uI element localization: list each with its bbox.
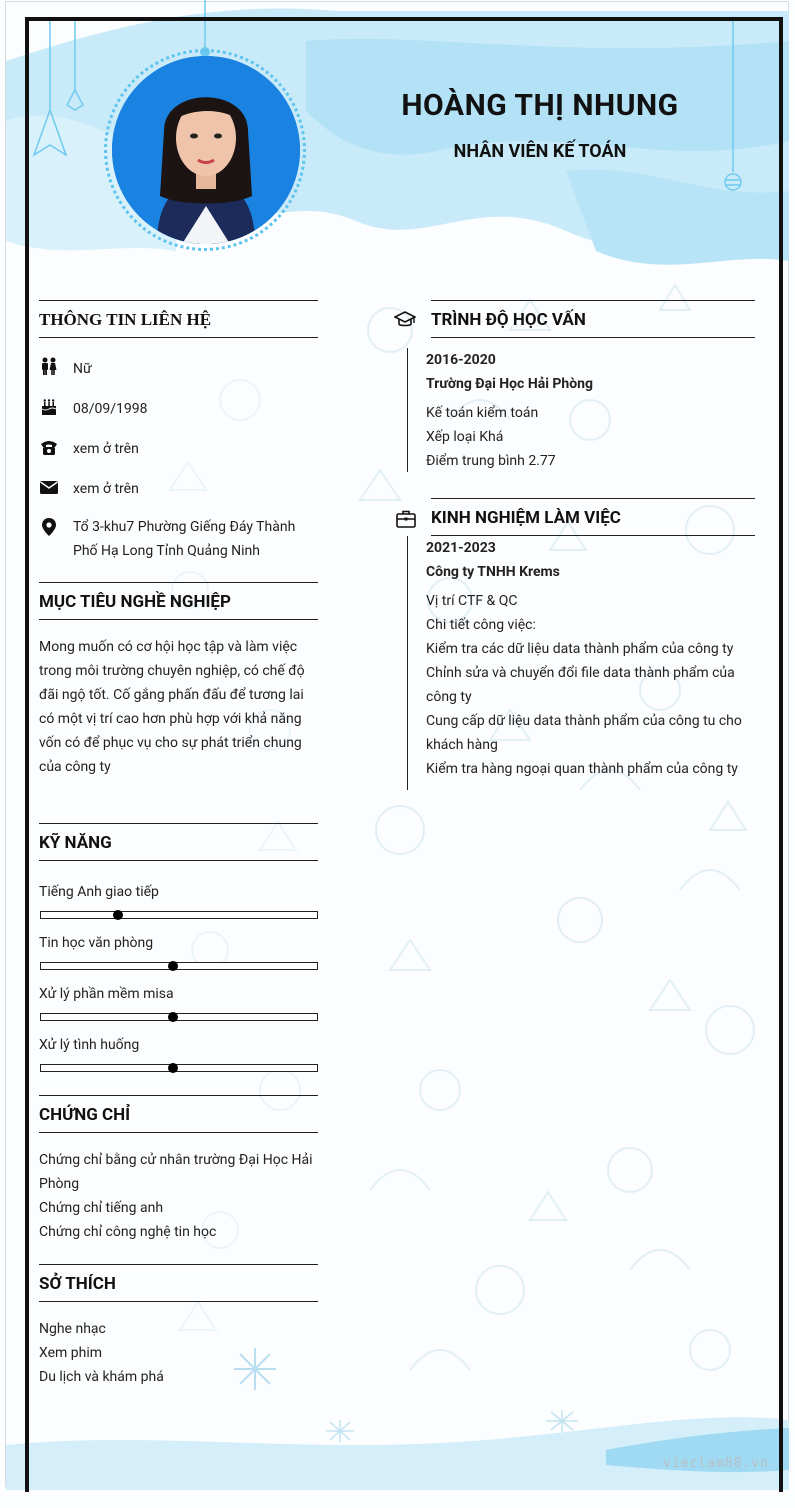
hobby-line: Du lịch và khám phá [39,1369,164,1385]
experience-line: Vị trí CTF & QC [426,593,518,609]
objective-text [39,635,319,779]
gender-icon [39,357,59,377]
objective-line: có một vị trí cao hơn phù hợp với khả năng [39,711,302,727]
experience-timeline-line [407,536,408,790]
email-value: xem ở trên [73,481,139,497]
address-line-2: Phố Hạ Long Tỉnh Quảng Ninh [73,543,260,559]
experience-heading [431,498,755,536]
skill-label: Xử lý phần mềm misa [39,986,174,1002]
objective-line: đãi ngộ tốt. Cố gắng phấn đấu để tương lai [39,687,304,703]
full-name: HOÀNG THỊ NHUNG [401,88,679,123]
graduation-cap-icon [394,309,416,331]
briefcase-icon [395,508,417,530]
hobby-line: Xem phim [39,1345,103,1361]
skill-label: Tiếng Anh giao tiếp [39,884,159,900]
experience-heading-text: KINH NGHIỆM LÀM VIỆC [431,508,621,528]
portrait-image [112,56,300,244]
skills-heading [39,823,318,861]
education-period: 2016-2020 [426,352,496,368]
certificates-heading [39,1095,318,1133]
education-line: Kế toán kiểm toán [426,405,539,421]
experience-line: Chi tiết công việc: [426,617,536,633]
objective-line: vốn có để phục vụ cho sự phát triển chung [39,735,302,751]
skill-bar [40,911,318,919]
experience-period: 2021-2023 [426,540,496,556]
certificate-line: Chứng chỉ công nghệ tin học [39,1224,217,1240]
hobby-line: Nghe nhạc [39,1321,106,1337]
skills-heading-text: KỸ NĂNG [39,833,112,853]
snowflake-icon [540,1408,584,1434]
location-pin-icon [39,517,59,537]
certificates-list [39,1148,319,1244]
watermark-text: vieclam88.vn [663,1456,769,1471]
experience-company: Công ty TNHH Krems [426,564,560,580]
job-title: NHÂN VIÊN KẾ TOÁN [453,141,627,162]
experience-line: Kiểm tra hàng ngoại quan thành phẩm của công ty [426,761,738,777]
phone-icon [39,437,59,457]
skill-level-dot [168,1012,178,1022]
skill-level-dot [168,961,178,971]
experience-line: Kiểm tra các dữ liệu data thành phẩm của công ty [426,641,734,657]
phone-value: xem ở trên [73,441,139,457]
experience-line: công ty [426,689,472,705]
skill-level-dot [113,910,123,920]
experience-details [426,589,756,781]
education-timeline-line [407,348,408,472]
skill-label: Xử lý tình huống [39,1037,140,1053]
address-line-1: Tổ 3-khu7 Phường Giếng Đáy Thành [73,519,296,535]
objective-line: trong môi trường chuyên nghiệp, có chế độ [39,663,305,679]
objective-line: của công ty [39,759,111,775]
education-details [426,401,756,473]
objective-heading-text: MỤC TIÊU NGHỀ NGHIỆP [39,592,231,612]
skill-level-dot [168,1063,178,1073]
certificates-heading-text: CHỨNG CHỈ [39,1105,131,1125]
education-line: Điểm trung bình 2.77 [426,453,556,469]
education-line: Xếp loại Khá [426,429,504,445]
experience-line: khách hàng [426,737,498,753]
skill-label: Tin học văn phòng [39,935,154,951]
certificate-line: Chứng chỉ bằng cử nhân trường Đại Học Hải [39,1152,313,1168]
skill-bar [40,1064,318,1072]
snowflake-icon [320,1418,360,1444]
birthday-value: 08/09/1998 [73,401,148,417]
certificate-line: Chứng chỉ tiếng anh [39,1200,164,1216]
experience-line: Cung cấp dữ liệu data thành phẩm của công tu cho [426,713,742,729]
contact-heading [39,300,318,338]
gender-value: Nữ [73,361,92,377]
education-school: Trường Đại Học Hải Phòng [426,376,594,392]
birthday-cake-icon [39,397,59,417]
objective-heading [39,582,318,620]
objective-line: Mong muốn có cơ hội học tập và làm việc [39,639,298,655]
education-heading [431,300,755,338]
snowflake-icon [232,1346,278,1392]
certificate-line: Phòng [39,1176,80,1192]
contact-heading-text: THÔNG TIN LIÊN HỆ [39,310,212,329]
skill-bar [40,1013,318,1021]
hobbies-heading-text: SỞ THÍCH [39,1274,116,1294]
education-heading-text: TRÌNH ĐỘ HỌC VẤN [431,310,586,330]
experience-line: Chỉnh sửa và chuyển đổi file data thành phẩm của [426,665,735,681]
email-icon [39,477,59,497]
avatar [112,56,300,244]
hobbies-heading [39,1264,318,1302]
skill-bar [40,962,318,970]
